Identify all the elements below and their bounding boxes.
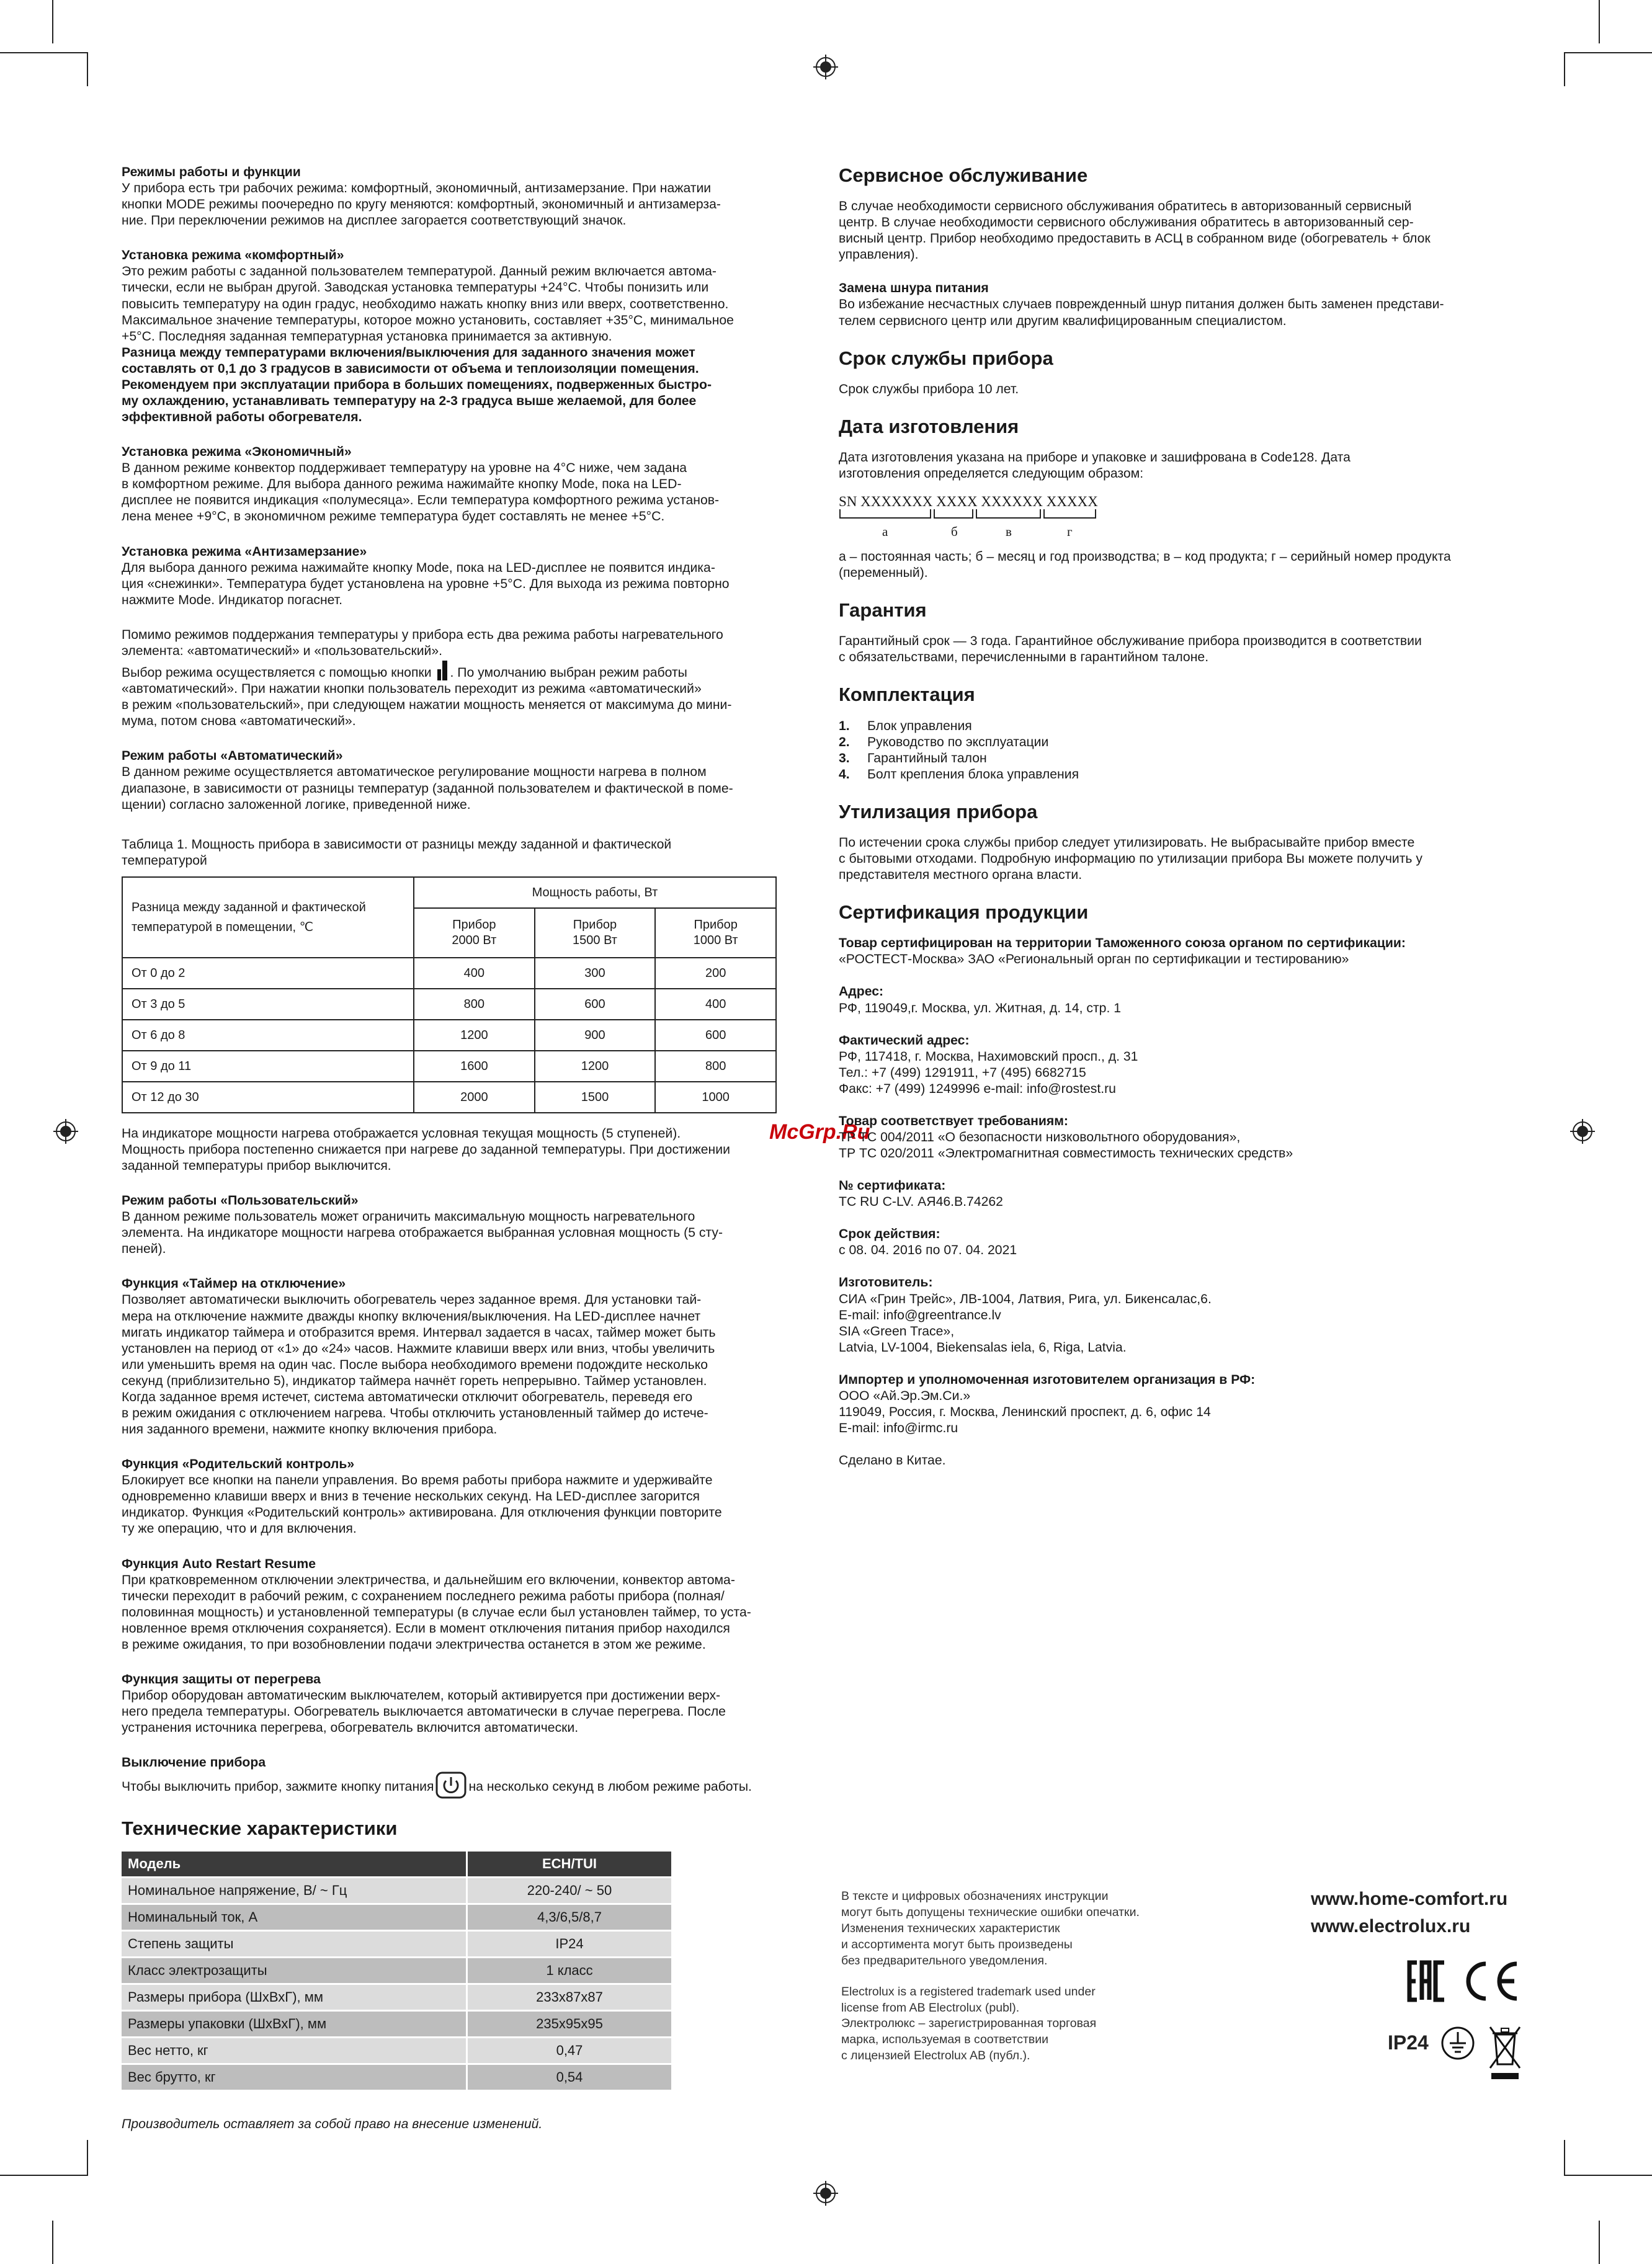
bold-line: Рекомендуем при эксплуатации прибора в больших помещениях, подверженных быстро- xyxy=(122,377,712,392)
text-line: в режим ожидания с отключением нагрева. Чтобы отключить установленный таймер до истече- xyxy=(122,1406,708,1420)
header-line: Прибор xyxy=(694,918,738,932)
text-line: ТР ТС 020/2011 «Электромагнитная совместимость технических средств» xyxy=(839,1146,1293,1161)
list-number: 2. xyxy=(839,734,850,749)
table-row xyxy=(122,989,776,1020)
section-heading: Установка режима «Экономичный» xyxy=(122,445,352,460)
text-line: повысить температуру на один градус, необходимо нажать кнопку вниз или вверх, соответственно. xyxy=(122,296,729,311)
text-fragment: Чтобы выключить прибор, зажмите кнопку питания xyxy=(122,1780,434,1794)
crop-mark xyxy=(1599,0,1600,43)
section-off xyxy=(122,1755,810,1799)
text-line: На индикаторе мощности нагрева отображается условная текущая мощность (5 ступеней). xyxy=(122,1126,681,1141)
section-timer xyxy=(122,1276,810,1438)
section-modes xyxy=(122,164,810,229)
text-line: пеней). xyxy=(122,1242,166,1257)
section-lifetime xyxy=(839,348,1534,398)
section-heading: Установка режима «Антизамерзание» xyxy=(122,544,367,559)
text-line: E-mail: info@greentrance.lv xyxy=(839,1308,1001,1322)
weee-bin-icon xyxy=(1488,2023,1522,2080)
header-line: температурой в помещении, ℃ xyxy=(132,920,314,934)
text-line: По истечении срока службы прибор следует утилизировать. Не выбрасывайте прибор вместе xyxy=(839,835,1415,850)
cert-label: Импортер и уполномоченная изготовителем организация в РФ: xyxy=(839,1372,1256,1387)
text-line: изготовления определяется следующим образом: xyxy=(839,466,1144,481)
text-line: Мощность прибора постепенно снижается при нагреве до заданной температуры. При достижении xyxy=(122,1142,730,1157)
section-table1 xyxy=(122,837,810,1174)
table-row xyxy=(122,2038,671,2063)
table-row xyxy=(122,1932,671,1956)
text-line: половинная мощность) и установленной температуры (в случае если был установлен таймер, то уста- xyxy=(122,1605,751,1620)
table-cell: 400 xyxy=(655,989,776,1020)
cert-label: Товар соответствует требованиям: xyxy=(839,1113,1068,1128)
table-cell: 600 xyxy=(535,989,656,1020)
text-line: Изменения технических характеристик xyxy=(841,1921,1060,1935)
code-label: б xyxy=(951,524,958,540)
website-link[interactable]: www.electrolux.ru xyxy=(1311,1915,1471,1936)
header-line: Прибор xyxy=(452,918,496,932)
text-line: ТР ТС 004/2011 «О безопасности низковольтного оборудования», xyxy=(839,1130,1241,1144)
text-line: или уменьшить время на один час. После выбора необходимого времени подождите несколько xyxy=(122,1357,708,1372)
crop-mark xyxy=(87,2140,88,2176)
section-comfort xyxy=(122,247,810,426)
bold-line: эффективной работы обогревателя. xyxy=(122,410,362,425)
text-line: и ассортимента могут быть произведены xyxy=(841,1937,1073,1951)
section-eco xyxy=(122,444,810,525)
text-line: РФ, 119049,г. Москва, ул. Житная, д. 14, стр. 1 xyxy=(839,1001,1122,1015)
table-cell: 300 xyxy=(535,958,656,989)
section-specs xyxy=(122,1817,810,2132)
text-line: При кратковременном отключении электричества, и дальнейшим его включении, конвектор автома- xyxy=(122,1572,735,1587)
list-text: Руководство по эксплуатации xyxy=(867,734,1049,749)
text-line: представителя местного органа власти. xyxy=(839,868,1083,883)
text-line: диапазоне, в зависимости от разницы температур (заданной пользователем и фактической в поме- xyxy=(122,781,733,796)
text-line: Для выбора данного режима нажимайте кнопку Mode, пока на LED-дисплее не появится индика- xyxy=(122,560,715,575)
section-manufacture xyxy=(839,416,1534,581)
code-label: а xyxy=(882,524,888,540)
header-line: 2000 Вт xyxy=(452,933,497,947)
table-cell: Класс электрозащиты xyxy=(122,1958,466,1983)
header-line: 1500 Вт xyxy=(573,933,617,947)
section-heading: Функция Auto Restart Resume xyxy=(122,1556,316,1571)
text-line: могут быть допущены технические ошибки опечатки. xyxy=(841,1905,1140,1919)
table-cell: От 3 до 5 xyxy=(122,989,414,1020)
crop-mark xyxy=(1564,52,1565,86)
section-kit xyxy=(839,684,1534,782)
table-cell: 0,47 xyxy=(466,2038,671,2063)
protective-earth-icon xyxy=(1440,2026,1475,2061)
table-header-cell xyxy=(655,908,776,958)
text-line: щении) согласно заложенной логике, приведенной ниже. xyxy=(122,797,471,812)
text-line: Максимальное значение температуры, которое можно установить, составляет +35°С, минимальное xyxy=(122,313,734,328)
table-cell: Номинальный ток, А xyxy=(122,1905,466,1930)
text-line: ция «снежинки». Температура будет установлена на уровне +5°С. Для выхода из режима повторно xyxy=(122,576,730,591)
table-cell: Размеры прибора (ШхВхГ), мм xyxy=(122,1985,466,2010)
table-cell: 1500 xyxy=(535,1082,656,1113)
text-line: с 08. 04. 2016 по 07. 04. 2021 xyxy=(839,1243,1017,1258)
footer-urls xyxy=(1311,1886,1507,1940)
table-cell: 800 xyxy=(414,989,535,1020)
subheading: Замена шнура питания xyxy=(839,281,989,296)
table-cell: 1200 xyxy=(414,1020,535,1051)
crop-mark xyxy=(1564,52,1652,53)
table-cell: 900 xyxy=(535,1020,656,1051)
text-line: «автоматический». При нажатии кнопки пользователь переходит из режима «автоматический» xyxy=(122,682,702,697)
table-row xyxy=(122,1985,671,2010)
section-heading: Режимы работы и функции xyxy=(122,165,301,179)
section-heading: Сертификация продукции xyxy=(839,901,1089,924)
table-row xyxy=(122,1051,776,1082)
text-line: СИА «Грин Трейс», ЛВ-1004, Латвия, Рига, ул. Бикенсалас,6. xyxy=(839,1291,1212,1306)
section-overheat xyxy=(122,1672,810,1736)
text-line: центр. В случае необходимости сервисного обслуживания обратитесь в авторизованный сер- xyxy=(839,215,1414,230)
text-line: кнопки MODE режимы поочередно по кругу меняются: комфортный, экономичный и антизамерза- xyxy=(122,197,721,212)
text-line-with-icon xyxy=(122,659,810,681)
serial-code-brackets xyxy=(839,509,1099,523)
crop-mark xyxy=(52,2221,53,2264)
table-cell: Номинальное напряжение, В/ ~ Гц xyxy=(122,1878,466,1903)
table-cell: 0,54 xyxy=(466,2065,671,2090)
text-line: В данном режиме пользователь может ограничить максимальную мощность нагревательного xyxy=(122,1210,695,1224)
text-line: SIA «Green Trace», xyxy=(839,1324,955,1339)
bold-line: му охлаждению, устанавливать температуру на 2-3 градуса выше желаемой, для более xyxy=(122,394,697,409)
section-heading: Функция защиты от перегрева xyxy=(122,1672,321,1687)
section-parental xyxy=(122,1456,810,1537)
right-column xyxy=(839,165,1534,1487)
registration-mark-icon xyxy=(53,1119,78,1144)
table-cell: Вес нетто, кг xyxy=(122,2038,466,2063)
table-row xyxy=(122,1020,776,1051)
table-header-cell xyxy=(414,908,535,958)
table-cell: От 6 до 8 xyxy=(122,1020,414,1051)
text-line: Во избежание несчастных случаев поврежденный шнур питания должен быть заменен представи- xyxy=(839,297,1444,312)
power-level-button-icon xyxy=(437,659,447,680)
text-line: него предела температуры. Обогреватель выключается автоматически в случае перегрева. После xyxy=(122,1705,726,1719)
bold-line: составлять от 0,1 до 3 градусов в зависимости от объема и теплоизоляции помещения. xyxy=(122,361,699,376)
table-header-cell xyxy=(122,877,414,958)
text-line: У прибора есть три рабочих режима: комфортный, экономичный, антизамерзание. При нажатии xyxy=(122,181,712,196)
table-row xyxy=(122,2065,671,2090)
text-line: управления). xyxy=(839,247,919,262)
footer-disclaimer xyxy=(841,1889,1213,2064)
specs-table xyxy=(122,1850,671,2092)
table-row xyxy=(122,1082,776,1113)
text-line: РФ, 117418, г. Москва, Нахимовский просп., д. 31 xyxy=(839,1049,1138,1064)
table-cell: 2000 xyxy=(414,1082,535,1113)
section-heading: Режим работы «Автоматический» xyxy=(122,749,343,764)
section-heading: Сервисное обслуживание xyxy=(839,164,1088,186)
table-cell: 1600 xyxy=(414,1051,535,1082)
text-line: Это режим работы с заданной пользователем температурой. Данный режим включается автома- xyxy=(122,264,717,279)
serial-code: SN XXXXXXX XXXX XXXXXX XXXXX xyxy=(839,494,1098,510)
section-heading: Установка режима «комфортный» xyxy=(122,248,344,263)
text-line: Блокирует все кнопки на панели управления. Во время работы прибора нажмите и удерживайте xyxy=(122,1473,713,1488)
text-line: Электролюкс – зарегистрированная торговая xyxy=(841,2017,1097,2031)
text-fragment: Выбор режима осуществляется с помощью кнопки xyxy=(122,666,432,680)
text-line: тически, если не выбран другой. Заводская установка температуры +24°С. Чтобы понизить или xyxy=(122,280,709,295)
text-line: марка, используемая в соответствии xyxy=(841,2033,1049,2047)
list-number: 1. xyxy=(839,718,850,733)
text-line: установлен на период от «1» до «24» часов. Нажмите клавиши вверх или вниз, чтобы увеличить xyxy=(122,1341,715,1356)
table-row xyxy=(122,2012,671,2036)
section-heading: Комплектация xyxy=(839,684,975,706)
website-link[interactable]: www.home-comfort.ru xyxy=(1311,1889,1508,1909)
text-line-with-icon xyxy=(122,1771,810,1799)
power-table xyxy=(122,876,777,1113)
table-cell: Размеры упаковки (ШхВхГ), мм xyxy=(122,2012,466,2036)
header-line: 1000 Вт xyxy=(693,933,738,947)
cert-label: Срок действия: xyxy=(839,1227,940,1242)
section-certification xyxy=(839,902,1534,1469)
cert-label: № сертификата: xyxy=(839,1179,946,1193)
text-line: Позволяет автоматически выключить обогреватель через заданное время. Для установки тай- xyxy=(122,1293,702,1308)
code-label: в xyxy=(1006,524,1012,540)
section-heading: Утилизация прибора xyxy=(839,800,1038,822)
crop-mark xyxy=(87,52,88,86)
table-cell: 1 класс xyxy=(466,1958,671,1983)
text-line: В случае необходимости сервисного обслуживания обратитесь в авторизованный сервисный xyxy=(839,199,1412,214)
table-cell: 4,3/6,5/8,7 xyxy=(466,1905,671,1930)
text-line: ТС RU C-LV. АЯ46.В.74262 xyxy=(839,1195,1003,1210)
table-cell: 235х95х95 xyxy=(466,2012,671,2036)
header-line: Прибор xyxy=(573,918,617,932)
text-line: элемента: «автоматический» и «пользовательский». xyxy=(122,643,443,658)
registration-mark-icon xyxy=(813,55,838,79)
text-line: мума, потом снова «автоматический». xyxy=(122,714,356,729)
table-cell: 600 xyxy=(655,1020,776,1051)
cert-label: Изготовитель: xyxy=(839,1275,933,1290)
text-line: мигать индикатор таймера и отобразится время. Интервал задается в часах, таймер может быть xyxy=(122,1325,716,1340)
text-line: одновременно клавиши вверх и вниз в течение нескольких секунд. На LED-дисплее загорится xyxy=(122,1489,700,1504)
table-row xyxy=(122,1878,671,1903)
section-heading: Технические характеристики xyxy=(122,1817,398,1840)
text-line: В данном режиме конвектор поддерживает температуру на уровне на 4°С ниже, чем задана xyxy=(122,461,687,476)
section-heading: Выключение прибора xyxy=(122,1755,266,1770)
text-fragment: . По умолчанию выбран режим работы xyxy=(450,666,687,680)
text-line: Когда заданное время истечет, система автоматически отключит обогреватель, переведя его xyxy=(122,1389,693,1404)
list-text: Болт крепления блока управления xyxy=(867,767,1079,782)
ce-mark-icon xyxy=(1461,1960,1520,2002)
list-number: 4. xyxy=(839,767,850,782)
text-line: без предварительного уведомления. xyxy=(841,1953,1048,1968)
table-cell: 200 xyxy=(655,958,776,989)
crop-mark xyxy=(52,0,53,43)
crop-mark xyxy=(1564,2140,1565,2176)
text-line: ния заданного времени, нажмите кнопку включения прибора. xyxy=(122,1422,498,1437)
section-user xyxy=(122,1193,810,1257)
table-cell: 1000 xyxy=(655,1082,776,1113)
section-antifreeze xyxy=(122,544,810,608)
list-text: Блок управления xyxy=(867,718,972,733)
text-line: индикатор. Функция «Родительский контроль» активирована. Для отключения функции повторите xyxy=(122,1505,722,1520)
header-line: Разница между заданной и фактической xyxy=(132,900,366,914)
registration-mark-icon xyxy=(1570,1119,1595,1144)
table-cell: От 0 до 2 xyxy=(122,958,414,989)
power-button-icon xyxy=(435,1771,467,1799)
text-line: в режим «пользовательский», при следующем нажатии мощность меняется от максимума до мини- xyxy=(122,698,732,713)
table-cell: Вес брутто, кг xyxy=(122,2065,466,2090)
watermark: McGrp.Ru xyxy=(769,1120,870,1144)
text-fragment: на несколько секунд в любом режиме работы. xyxy=(468,1780,752,1794)
section-restart xyxy=(122,1556,810,1653)
text-line: В тексте и цифровых обозначениях инструкции xyxy=(841,1889,1109,1903)
text-line: а – постоянная часть; б – месяц и год производства; в – код продукта; г – серийный номер продукта xyxy=(839,550,1451,564)
table-header-row xyxy=(122,877,776,908)
serial-code-diagram xyxy=(839,493,1534,540)
text-line: 119049, Россия, г. Москва, Ленинский проспект, д. 6, офис 14 xyxy=(839,1405,1211,1420)
text-line: (переменный). xyxy=(839,566,928,581)
section-warranty xyxy=(839,600,1534,666)
text-line: дисплее не появится индикация «полумесяца». Если температура комфортного режима установ- xyxy=(122,493,720,508)
list-number: 3. xyxy=(839,751,850,765)
text-line: Тел.: +7 (499) 1291911, +7 (495) 6682715 xyxy=(839,1065,1086,1080)
text-line: ООО «Ай.Эр.Эм.Си.» xyxy=(839,1388,971,1403)
text-line: в режиме ожидания, то при возобновлении подачи электричества останется в этом же режиме. xyxy=(122,1637,706,1652)
table-caption: Таблица 1. Мощность прибора в зависимости от разницы между заданной и фактической xyxy=(122,837,672,852)
text-line: устранения источника перегрева, обогреватель включится автоматически. xyxy=(122,1721,579,1736)
cert-label: Адрес: xyxy=(839,984,884,999)
section-power-modes xyxy=(122,627,810,729)
table-row xyxy=(122,1905,671,1930)
crop-mark xyxy=(1564,2175,1652,2176)
eac-mark-icon xyxy=(1407,1960,1447,2002)
table-cell: От 9 до 11 xyxy=(122,1051,414,1082)
text-line: Факс: +7 (499) 1249996 e-mail: info@rostest.ru xyxy=(839,1081,1116,1096)
list-item xyxy=(839,734,1534,751)
table-caption: температурой xyxy=(122,853,207,868)
list-item xyxy=(839,751,1534,767)
crop-mark xyxy=(1599,2221,1600,2264)
section-heading: Режим работы «Пользовательский» xyxy=(122,1193,359,1208)
text-line: нажмите Mode. Индикатор погаснет. xyxy=(122,592,342,607)
table-row xyxy=(122,958,776,989)
text-line: Electrolux is a registered trademark used under xyxy=(841,1984,1096,1999)
table-cell: 400 xyxy=(414,958,535,989)
table-cell: IP24 xyxy=(466,1932,671,1956)
text-line: +5°С. Последняя заданная температурная установка принимается за активную. xyxy=(122,329,612,344)
text-line: в комфортном режиме. Для выбора данного режима нажимайте кнопку Mode, пока на LED- xyxy=(122,477,682,492)
table-cell: 800 xyxy=(655,1051,776,1082)
cert-label: Фактический адрес: xyxy=(839,1033,970,1048)
table-header-cell xyxy=(535,908,656,958)
text-line: ту же операцию, что и для включения. xyxy=(122,1522,357,1536)
text-line: Latvia, LV-1004, Biekensalas iela, 6, Riga, Latvia. xyxy=(839,1340,1127,1355)
text-line: license from AB Electrolux (publ). xyxy=(841,2000,1020,2015)
section-auto xyxy=(122,748,810,813)
list-item xyxy=(839,767,1534,783)
text-line: «РОСТЕСТ-Москва» ЗАО «Региональный орган по сертификации и тестированию» xyxy=(839,952,1349,967)
crop-mark xyxy=(0,2175,88,2176)
table-header-cell: ECH/TUI xyxy=(466,1852,671,1876)
text-line: мера на отключение нажмите дважды кнопку включения/выключения. На LED-дисплее начнет xyxy=(122,1309,701,1324)
section-service xyxy=(839,165,1534,329)
text-line: с обязательствами, перечисленными в гарантийном талоне. xyxy=(839,650,1209,665)
code-label: г xyxy=(1067,524,1073,540)
text-line: тически переходит в рабочий режим, с сохранением последнего режима работы прибора (полная/ xyxy=(122,1589,725,1603)
left-column xyxy=(122,164,810,2133)
ip-rating: IP24 xyxy=(1388,2031,1429,2054)
crop-mark xyxy=(0,52,88,53)
text-line: с бытовыми отходами. Подробную информацию по утилизации прибора Вы можете получить у xyxy=(839,852,1422,867)
list-text: Гарантийный талон xyxy=(867,751,987,765)
text-line: с лицензией Electrolux AB (публ.). xyxy=(841,2049,1030,2063)
text-line: Срок службы прибора 10 лет. xyxy=(839,381,1019,396)
registration-mark-icon xyxy=(813,2181,838,2206)
text-line: заданной температуры прибор выключится. xyxy=(122,1158,391,1173)
section-heading: Срок службы прибора xyxy=(839,347,1053,369)
table-header-cell: Мощность работы, Вт xyxy=(414,877,776,908)
section-heading: Гарантия xyxy=(839,599,927,622)
table-cell: 220-240/ ~ 50 xyxy=(466,1878,671,1903)
cert-label: Товар сертифицирован на территории Таможенного союза органом по сертификации: xyxy=(839,936,1406,951)
section-disposal xyxy=(839,801,1534,883)
text-line: Гарантийный срок — 3 года. Гарантийное обслуживание прибора производится в соответствии xyxy=(839,634,1422,649)
text-line: элемента. На индикаторе мощности нагрева отображается выбранная условная мощность (5 сту- xyxy=(122,1226,723,1241)
text-line: новленное время отключения сохраняется). Если в момент отключения питания прибор находился xyxy=(122,1621,730,1636)
table-cell: 233х87х87 xyxy=(466,1985,671,2010)
text-line: Прибор оборудован автоматическим выключателем, который активируется при достижении верх- xyxy=(122,1688,721,1703)
text-line: ние. При переключении режимов на дисплее загорается соответствующий значок. xyxy=(122,213,627,228)
disclaimer-note: Производитель оставляет за собой право на внесение изменений. xyxy=(122,2116,543,2131)
bold-line: Разница между температурами включения/выключения для заданного значения может xyxy=(122,345,695,360)
text-line: лена менее +9°С, в экономичном режиме температура будет составлять не менее +5°С. xyxy=(122,509,665,524)
text-line: секунд (приблизительно 5), индикатор таймера начнёт гореть непрерывно. Таймер установлен. xyxy=(122,1373,707,1388)
made-in: Сделано в Китае. xyxy=(839,1453,946,1468)
table-header-cell: Модель xyxy=(122,1852,466,1876)
text-line: висный центр. Прибор необходимо предоставить в АСЦ в собранном виде (обогреватель + блок xyxy=(839,231,1431,246)
table-cell: От 12 до 30 xyxy=(122,1082,414,1113)
text-line: В данном режиме осуществляется автоматическое регулирование мощности нагрева в полном xyxy=(122,765,707,780)
table-row xyxy=(122,1958,671,1983)
text-line: Дата изготовления указана на приборе и упаковке и зашифрована в Code128. Дата xyxy=(839,450,1351,465)
table-header-row xyxy=(122,1852,671,1876)
text-line: телем сервисного центр или другим квалифицированным специалистом. xyxy=(839,313,1287,328)
table-cell: 1200 xyxy=(535,1051,656,1082)
text-line: E-mail: info@irmc.ru xyxy=(839,1421,958,1436)
section-heading: Функция «Родительский контроль» xyxy=(122,1457,355,1472)
text-line: Помимо режимов поддержания температуры у прибора есть два режима работы нагревательного xyxy=(122,627,723,642)
section-heading: Функция «Таймер на отключение» xyxy=(122,1277,346,1291)
table-cell: Степень защиты xyxy=(122,1932,466,1956)
list-item xyxy=(839,718,1534,734)
section-heading: Дата изготовления xyxy=(839,415,1019,437)
